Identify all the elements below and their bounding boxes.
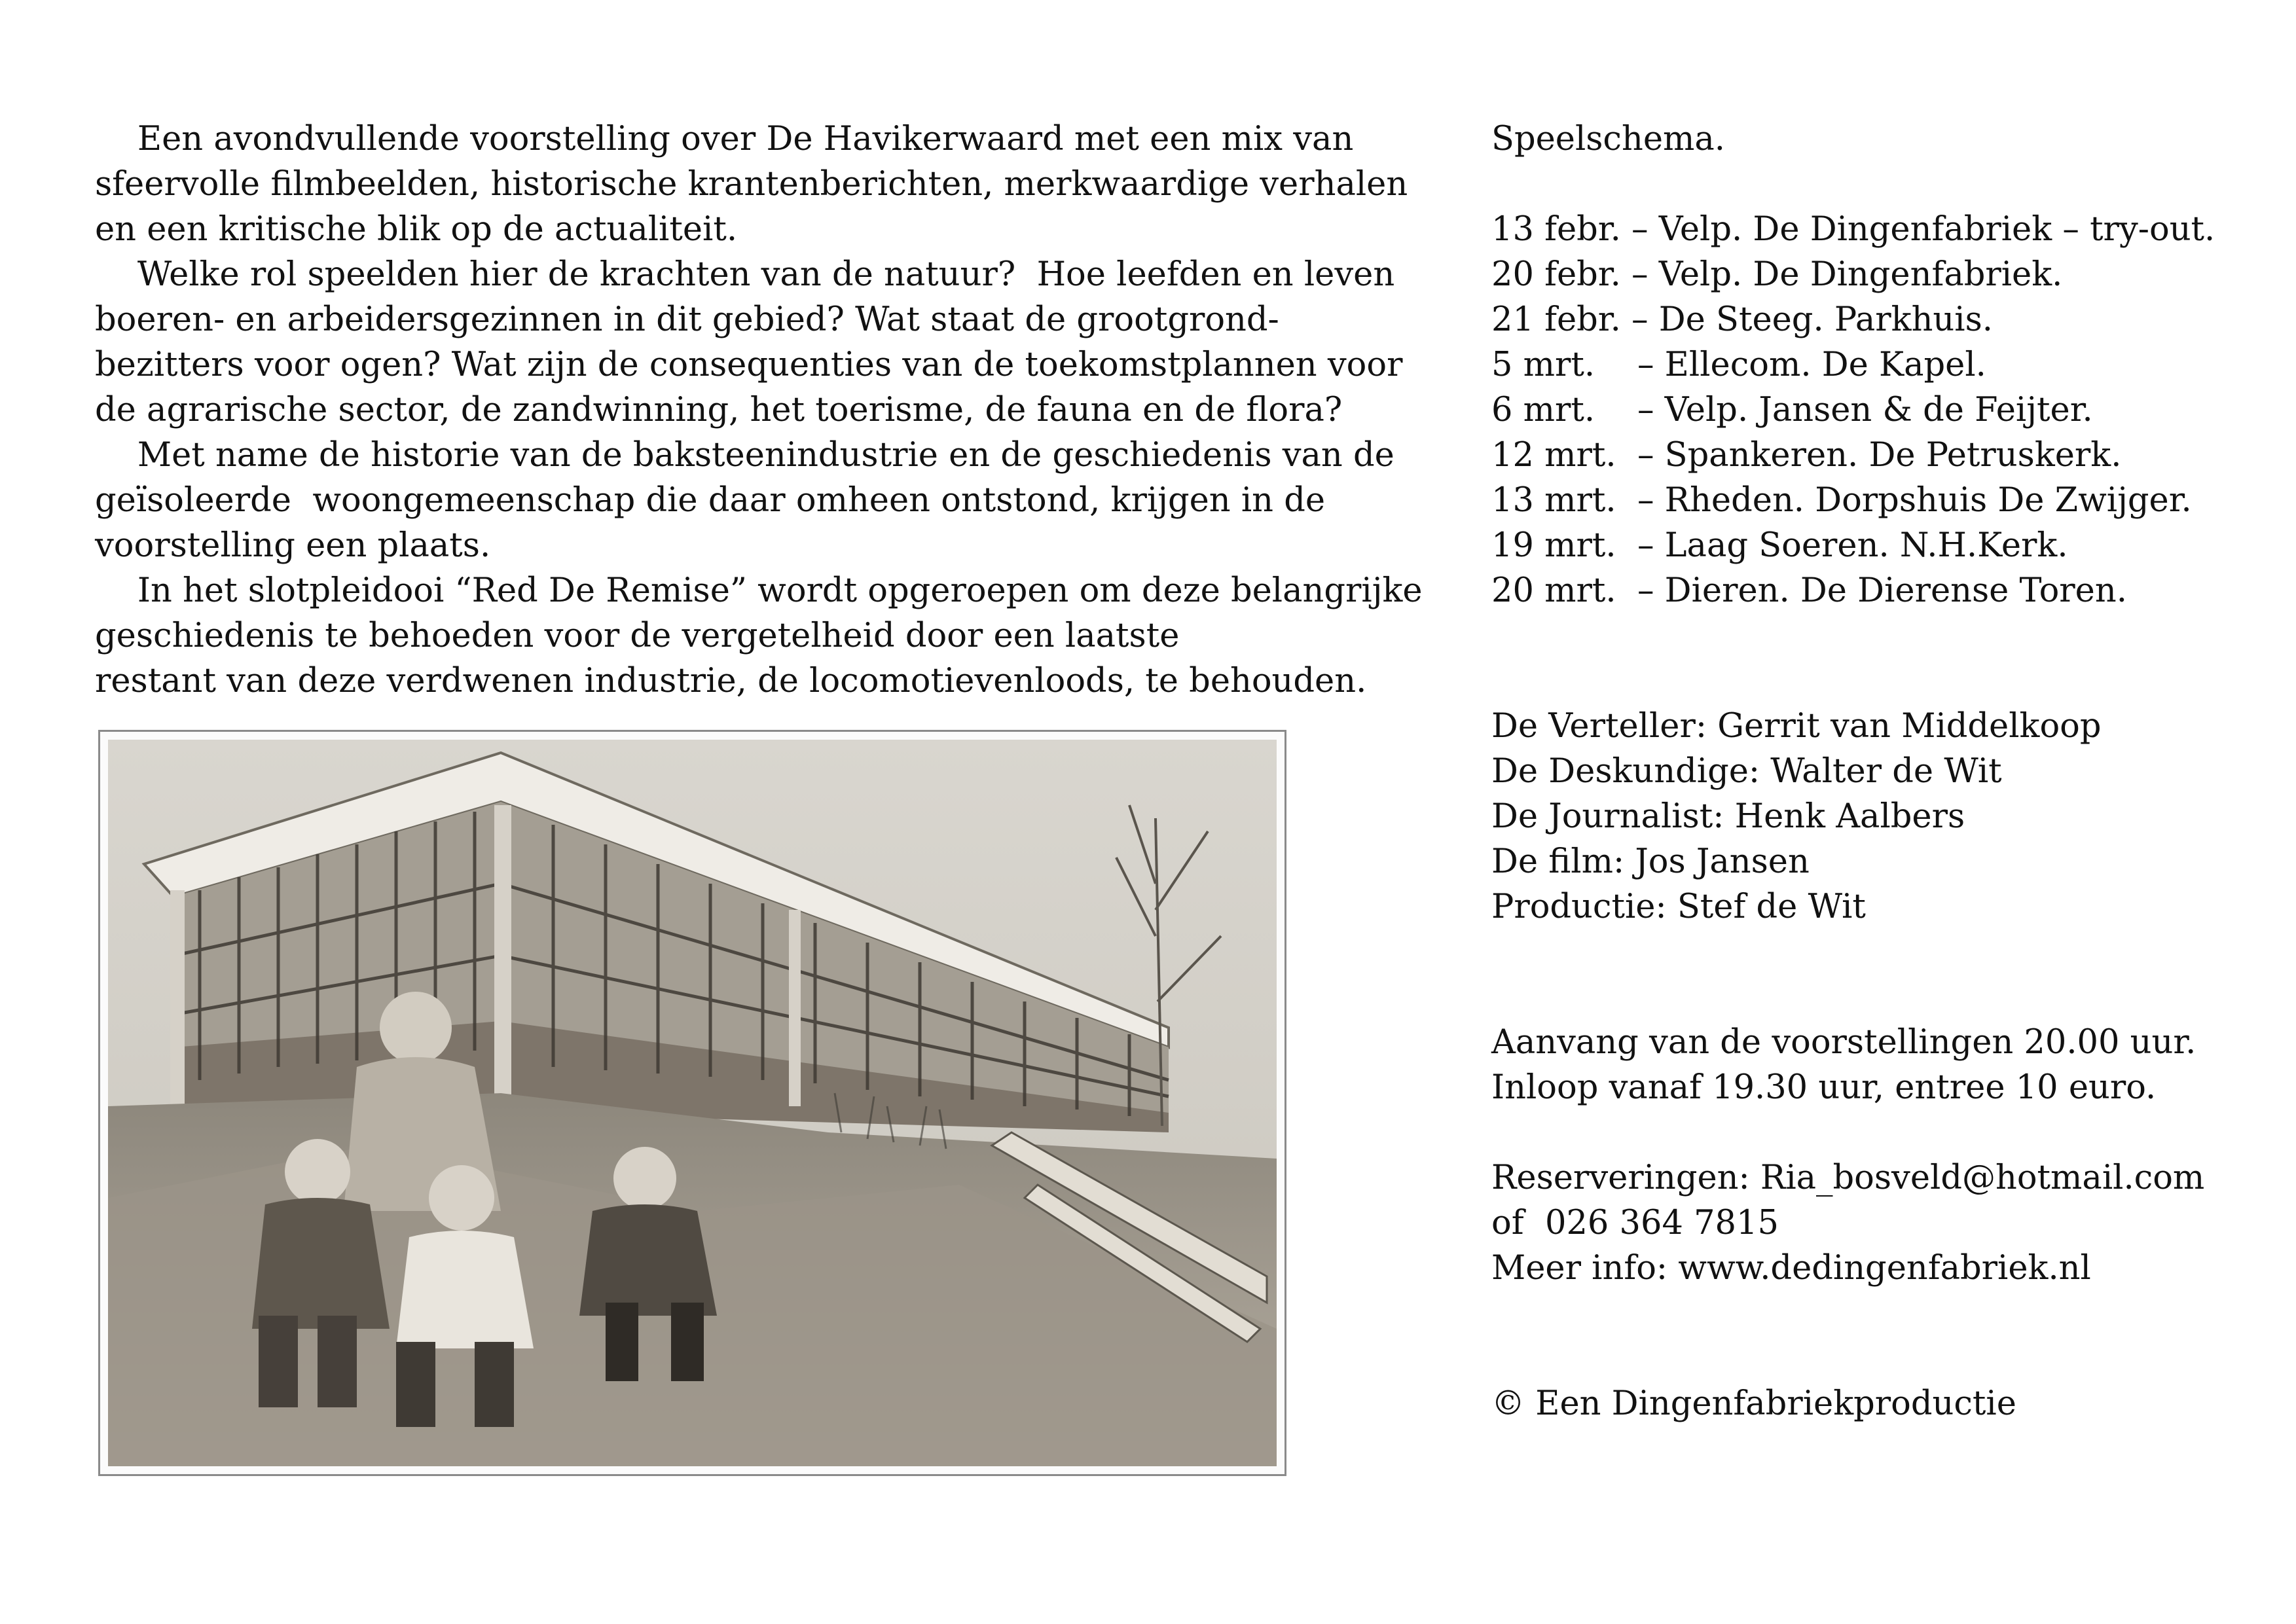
schedule-heading: Speelschema. <box>1491 120 1725 158</box>
intro-line: boeren- en arbeidersgezinnen in dit gebied? Wat staat de grootgrond- <box>95 300 1279 339</box>
intro-line: sfeervolle filmbeelden, historische krantenberichten, merkwaardige verhalen <box>95 165 1408 204</box>
intro-line: de agrarische sector, de zandwinning, het toerisme, de fauna en de flora? <box>95 391 1343 429</box>
intro-line: en een kritische blik op de actualiteit. <box>95 210 738 249</box>
intro-line: geïsoleerde woongemeenschap die daar omheen ontstond, krijgen in de <box>95 481 1326 520</box>
schedule-item: 5 mrt. – Ellecom. De Kapel. <box>1491 346 1986 384</box>
schedule-item: 13 mrt. – Rheden. Dorpshuis De Zwijger. <box>1491 481 2192 520</box>
credit-line: De Deskundige: Walter de Wit <box>1491 752 2002 791</box>
copyright-footer: © Een Dingenfabriekproductie <box>1491 1384 2016 1423</box>
intro-line: In het slotpleidooi “Red De Remise” wordt opgeroepen om deze belangrijke <box>95 571 1423 610</box>
info-column <box>1491 117 2277 1426</box>
schedule-item: 12 mrt. – Spankeren. De Petruskerk. <box>1491 436 2122 475</box>
intro-line: Een avondvullende voorstelling over De Havikerwaard met een mix van <box>95 120 1354 158</box>
intro-line: voorstelling een plaats. <box>95 526 491 565</box>
schedule-item: 6 mrt. – Velp. Jansen & de Feijter. <box>1491 391 2093 429</box>
intro-line: geschiedenis te behoeden voor de vergetelheid door een laatste <box>95 617 1180 655</box>
schedule-item: 19 mrt. – Laag Soeren. N.H.Kerk. <box>1491 526 2068 565</box>
schedule-item: 21 febr. – De Steeg. Parkhuis. <box>1491 300 1993 339</box>
intro-text <box>95 117 1423 704</box>
credit-line: De film: Jos Jansen <box>1491 842 1810 881</box>
photo-image <box>108 740 1277 1466</box>
schedule-item: 13 febr. – Velp. De Dingenfabriek – try-out. <box>1491 210 2215 249</box>
intro-line: restant van deze verdwenen industrie, de locomotievenloods, te behouden. <box>95 662 1367 700</box>
credit-line: Productie: Stef de Wit <box>1491 888 1866 926</box>
credit-line: De Journalist: Henk Aalbers <box>1491 797 1965 836</box>
schedule-item: 20 febr. – Velp. De Dingenfabriek. <box>1491 255 2063 294</box>
credit-line: De Verteller: Gerrit van Middelkoop <box>1491 707 2102 746</box>
start-time: Aanvang van de voorstellingen 20.00 uur. <box>1491 1023 2196 1062</box>
entry-info: Inloop vanaf 19.30 uur, entree 10 euro. <box>1491 1068 2157 1107</box>
website-link[interactable]: Meer info: www.dedingenfabriek.nl <box>1491 1249 2091 1288</box>
reservation-email[interactable]: Reserveringen: Ria_bosveld@hotmail.com <box>1491 1159 2205 1197</box>
intro-line: Met name de historie van de baksteenindustrie en de geschiedenis van de <box>95 436 1394 475</box>
intro-line: Welke rol speelden hier de krachten van de natuur? Hoe leefden en leven <box>95 255 1395 294</box>
reservation-phone: of 026 364 7815 <box>1491 1204 1779 1242</box>
historic-photo <box>98 730 1286 1476</box>
schedule-item: 20 mrt. – Dieren. De Dierense Toren. <box>1491 571 2127 610</box>
intro-line: bezitters voor ogen? Wat zijn de consequenties van de toekomstplannen voor <box>95 346 1403 384</box>
